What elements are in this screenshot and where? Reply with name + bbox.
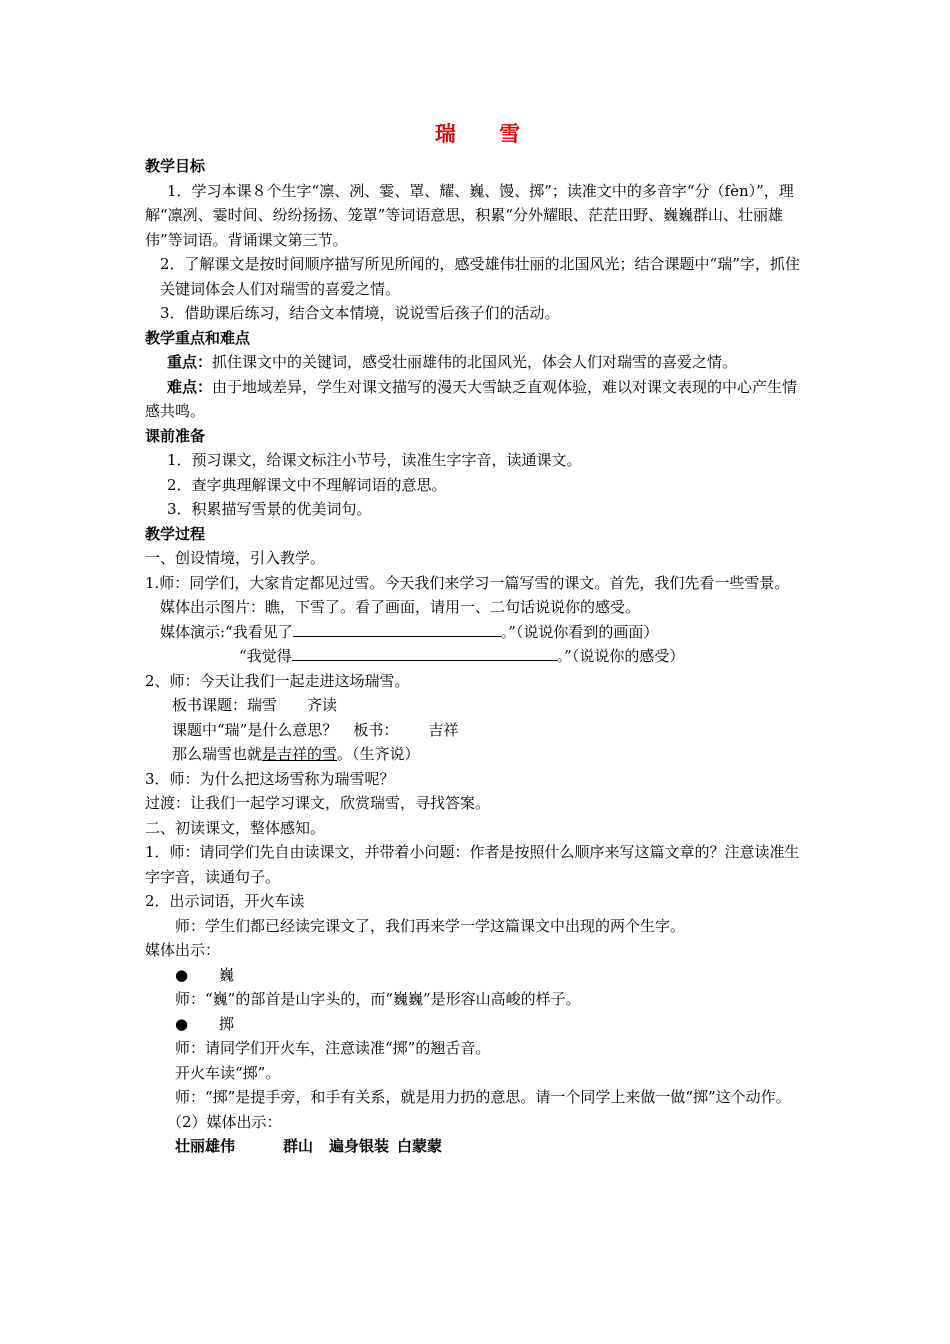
bullet-text: 巍	[219, 965, 235, 984]
fill-blank-prefix: “我觉得	[239, 647, 292, 665]
process-line: 3．师：为什么把这场雪称为瑞雪呢？	[145, 769, 395, 788]
fill-blank-prefix: 媒体演示:“我看见了	[160, 622, 293, 641]
board-word: 吉祥	[428, 720, 459, 739]
process-line: 2、师：今天让我们一起走进这场瑞雪。	[145, 671, 410, 690]
bullet-icon: ●	[175, 1014, 189, 1033]
board-label: 板书：	[353, 720, 399, 739]
process-line: 媒体出示图片：瞧，下雪了。看了画面，请用一、二句话说说你的感受。	[160, 598, 641, 616]
prep-item: 2．查字典理解课文中不理解词语的意思。	[167, 475, 447, 494]
goal-item: 2．了解课文是按时间顺序描写所见所闻的，感受雄伟壮丽的北国风光；结合课题中“瑞”字，抓住关键词体会人们对瑞雪的喜爱之情。	[160, 255, 800, 298]
fill-blank-suffix: 。”（说说你的感受）	[556, 647, 685, 665]
page-title: 瑞 雪	[434, 121, 539, 146]
vocab-word: 白蒙蒙	[397, 1137, 443, 1155]
prep-item: 3．积累描写雪景的优美词句。	[167, 500, 372, 518]
process-line: 师：请同学们开火车，注意读准“掷”的翘舌音。	[175, 1039, 491, 1057]
bullet-item	[145, 963, 810, 988]
board-title: 板书课题：瑞雪	[172, 696, 278, 714]
process-line	[145, 693, 810, 718]
difficulty-text: 由于地域差异，学生对课文描写的漫天大雪缺乏直观体验，难以对课文表现的中心产生情感共鸣。	[145, 377, 798, 420]
process-line: 媒体出示：	[145, 941, 221, 959]
bullet-item	[145, 1012, 810, 1037]
key-point	[145, 350, 810, 375]
process-line: 过渡：让我们一起学习课文，欣赏瑞雪，寻找答案。	[145, 794, 491, 812]
process-line: 二、初读课文，整体感知。	[145, 818, 326, 837]
section-heading-key-points: 教学重点和难点	[145, 328, 251, 347]
process-line: （2）媒体出示：	[167, 1112, 282, 1131]
vocab-word: 壮丽雄伟	[175, 1137, 236, 1155]
key-point-text: 抓住课文中的关键词，感受壮丽雄伟的北国风光，体会人们对瑞雪的喜爱之情。	[212, 353, 738, 371]
process-line: 一、创设情境，引入教学。	[145, 549, 326, 567]
process-line: 师：“巍”的部首是山字头的，而“巍巍”是形容山高峻的样子。	[175, 990, 581, 1008]
section-heading-prep: 课前准备	[145, 426, 206, 445]
bullet-text: 掷	[219, 1014, 235, 1033]
bullet-icon: ●	[175, 965, 189, 984]
read-aloud: 齐读	[307, 696, 338, 714]
difficulty-label: 难点：	[167, 377, 213, 396]
fill-blank-line	[145, 644, 810, 669]
question-text: 课题中“瑞”是什么意思？	[172, 720, 338, 739]
text-segment: 那么瑞雪也就	[172, 745, 263, 763]
section-heading-process: 教学过程	[145, 524, 206, 543]
process-line: 2．出示词语，开火车读	[145, 892, 305, 910]
prep-item: 1．预习课文，给课文标注小节号，读准生字字音，读通课文。	[167, 451, 582, 469]
fill-blank-suffix: 。”（说说你看到的画面）	[500, 622, 659, 641]
text-segment: 。（生齐说）	[337, 745, 420, 763]
underlined-answer: 是吉祥的雪	[262, 745, 338, 763]
process-line	[145, 742, 810, 767]
document-body	[145, 118, 810, 1159]
blank-underline	[292, 644, 557, 661]
section-heading-goals: 教学目标	[145, 157, 206, 175]
goal-item: 1．学习本课８个生字“凛、冽、霎、罩、耀、巍、馒、掷”；读准文中的多音字“分（fèn）”，理解“凛冽、霎时间、纷纷扬扬、笼罩”等词语意思，积累“分外耀眼、茫茫田野、巍巍群山、壮丽雄伟”等词语。背诵课文第三节。	[145, 181, 794, 249]
process-line: 1.师：同学们，大家肯定都见过雪。今天我们来学习一篇写雪的课文。首先，我们先看一些雪景。	[145, 573, 790, 592]
vocab-word: 群山	[283, 1137, 314, 1155]
blank-underline	[293, 620, 501, 637]
vocab-word: 遍身银装	[329, 1137, 390, 1155]
process-line: 师：“掷”是提手旁，和手有关系，就是用力扔的意思。请一个同学上来做一做“掷”这个动作。	[175, 1088, 791, 1106]
process-line	[145, 718, 810, 743]
vocab-line	[145, 1134, 810, 1159]
goal-item: 3．借助课后练习，结合文本情境，说说雪后孩子们的活动。	[160, 304, 560, 322]
key-point-label: 重点：	[167, 353, 213, 371]
difficulty-point	[145, 375, 810, 424]
process-line: 师：学生们都已经读完课文了，我们再来学一学这篇课文中出现的两个生字。	[175, 916, 686, 935]
process-line: 开火车读“掷”。	[175, 1063, 281, 1082]
process-line: 1．师：请同学们先自由读课文，并带着小问题：作者是按照什么顺序来写这篇文章的？注意读准生字字音，读通句子。	[145, 843, 800, 886]
fill-blank-line	[145, 620, 810, 645]
